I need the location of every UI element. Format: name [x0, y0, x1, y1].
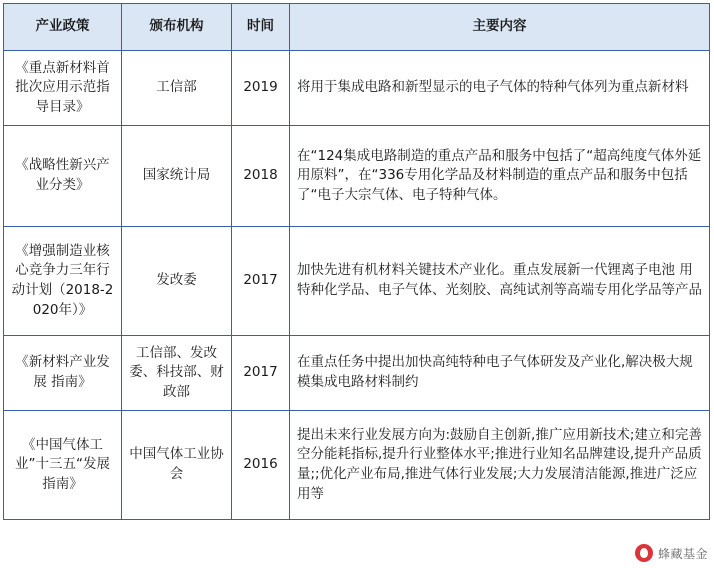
- cell-content: 提出未来行业发展方向为:鼓励自主创新,推广应用新技术;建立和完善空分能耗指标,提升行业整体水平;推进行业知名品牌建设,提升产品质量;;优化产业布局,推进气体行业发展;大力发展清洁能源,推进广泛应用等: [290, 411, 710, 520]
- policy-table-container: [3, 3, 709, 520]
- flame-circle-icon: [635, 544, 653, 562]
- cell-content: 在重点任务中提出加快高纯特种电子气体研发及产业化,解决极大规模集成电路材料制约: [290, 336, 710, 411]
- cell-policy: 《增强制造业核心竞争力三年行动计划（2018-2020年）》: [4, 227, 122, 336]
- cell-organization: 工信部: [122, 51, 232, 126]
- cell-content: 在“124集成电路制造的重点产品和服务中包括了“超高纯度气体外延用原料”，在“336专用化学品及材料制造的重点产品和服务中包括了“电子大宗气体、电子特种气体。: [290, 126, 710, 227]
- table-body: [4, 51, 710, 520]
- cell-organization: 发改委: [122, 227, 232, 336]
- column-header-time: 时间: [232, 4, 290, 51]
- table-row: [4, 126, 710, 227]
- table-row: [4, 411, 710, 520]
- watermark: [635, 544, 708, 562]
- cell-policy: 《中国气体工业”十三五“发展指南》: [4, 411, 122, 520]
- cell-time: 2019: [232, 51, 290, 126]
- table-header: [4, 4, 710, 51]
- table-row: [4, 51, 710, 126]
- cell-policy: 《新材料产业发展 指南》: [4, 336, 122, 411]
- table-row: [4, 227, 710, 336]
- cell-organization: 中国气体工业协会: [122, 411, 232, 520]
- cell-content: 加快先进有机材料关键技术产业化。重点发展新一代锂离子电池 用特种化学品、电子气体、光刻胶、高纯试剂等高端专用化学品等产品: [290, 227, 710, 336]
- cell-organization: 工信部、发改委、科技部、财政部: [122, 336, 232, 411]
- column-header-organization: 颁布机构: [122, 4, 232, 51]
- table-row: [4, 336, 710, 411]
- cell-time: 2018: [232, 126, 290, 227]
- column-header-policy: 产业政策: [4, 4, 122, 51]
- cell-content: 将用于集成电路和新型显示的电子气体的特种气体列为重点新材料: [290, 51, 710, 126]
- column-header-content: 主要内容: [290, 4, 710, 51]
- industrial-policy-table: [3, 3, 710, 520]
- table-header-row: [4, 4, 710, 51]
- cell-time: 2017: [232, 227, 290, 336]
- cell-policy: 《重点新材料首批次应用示范指导目录》: [4, 51, 122, 126]
- cell-time: 2017: [232, 336, 290, 411]
- cell-organization: 国家统计局: [122, 126, 232, 227]
- watermark-label: 蜂藏基金: [657, 546, 708, 561]
- cell-policy: 《战略性新兴产业分类》: [4, 126, 122, 227]
- cell-time: 2016: [232, 411, 290, 520]
